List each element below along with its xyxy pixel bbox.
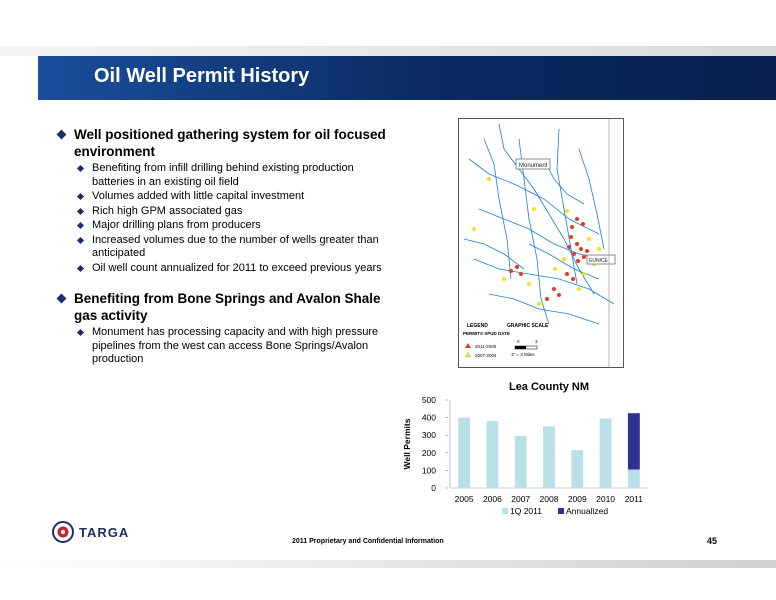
sub-bullet-text: Monument has processing capacity and with high pressure pipelines from the west can access Bone Springs/Avalon production — [92, 326, 379, 365]
sub-bullet-text: Rich high GPM associated gas — [92, 204, 243, 217]
map-scale-title: GRAPHIC SCALE — [507, 323, 549, 329]
sub-bullet-text: Benefiting from infill drilling behind existing production batteries in an existing oil field — [92, 162, 354, 188]
bar-1q-2011 — [600, 418, 612, 488]
legend-swatch-annualized — [558, 508, 564, 514]
diamond-bullet-icon — [77, 165, 84, 172]
sub-bullet-text: Increased volumes due to the number of wells greater than anticipated — [92, 233, 379, 259]
pipeline-map — [458, 118, 624, 368]
diamond-bullet-icon — [77, 193, 84, 200]
x-tick-label: 2010 — [596, 494, 616, 504]
x-tick-label: 2011 — [624, 494, 643, 504]
bar-annualized — [628, 413, 640, 469]
bar-1q-2011 — [543, 426, 555, 488]
y-tick-label: 500 — [421, 395, 436, 405]
bullet-2 — [56, 290, 396, 324]
map-label-eunice: EUNICE — [589, 258, 608, 264]
sub-bullet — [56, 262, 396, 276]
map-legend-item: 2011-2008 — [475, 344, 497, 349]
targa-logo — [52, 519, 144, 550]
sub-bullet-text: Major drilling plans from producers — [92, 219, 261, 231]
bar-1q-2011 — [571, 450, 583, 488]
diamond-bullet-icon — [57, 130, 67, 140]
sub-bullet — [56, 326, 396, 367]
legend-label: Annualized — [566, 506, 609, 516]
diamond-bullet-icon — [77, 236, 84, 243]
chart-title: Lea County NM — [508, 381, 590, 393]
y-tick-label: 300 — [421, 430, 436, 441]
legend-swatch-1q-2011 — [502, 508, 508, 514]
page-number: 45 — [707, 536, 718, 546]
sub-bullet — [56, 219, 396, 233]
legend-yellow-triangle-icon — [465, 352, 471, 357]
bar-1q-2011 — [458, 418, 470, 488]
diamond-bullet-icon — [77, 264, 84, 271]
x-tick-label: 2007 — [511, 494, 531, 504]
y-tick-label: 400 — [421, 412, 436, 423]
sub-bullet-text: Oil well count annualized for 2011 to exceed previous years — [92, 261, 382, 274]
diamond-bullet-icon — [77, 207, 84, 214]
permit-chart — [398, 378, 660, 526]
title-bar — [38, 56, 776, 100]
bar-1q-2011 — [628, 470, 640, 488]
bullet-1-text: Well positioned gathering system for oil focused environment — [74, 127, 386, 159]
diamond-bullet-icon — [77, 329, 84, 336]
header-top-strip — [0, 46, 776, 56]
sub-bullet — [56, 205, 396, 219]
sub-bullet-text: Volumes added with little capital investment — [92, 190, 305, 202]
y-tick-label: 0 — [431, 483, 436, 493]
y-tick-label: 100 — [421, 465, 436, 476]
map-label-monument: Monument — [519, 163, 548, 169]
slide-title: Oil Well Permit History — [94, 65, 310, 87]
x-tick-label: 2005 — [454, 494, 474, 504]
legend-red-triangle-icon — [465, 343, 471, 348]
x-tick-label: 2009 — [567, 494, 587, 504]
bullet-list — [56, 126, 396, 368]
sub-bullet — [56, 190, 396, 204]
sub-bullet — [56, 234, 396, 261]
map-legend-title: LEGEND — [467, 323, 488, 329]
permit-chart-svg — [398, 378, 660, 526]
map-scale-note: 1" = 3 Miles — [511, 352, 535, 357]
targa-logo-svg — [52, 519, 144, 545]
footer-bottom-strip — [0, 560, 776, 568]
bullet-1 — [56, 126, 396, 160]
diamond-bullet-icon — [57, 294, 67, 304]
map-scale-tick: 3 — [535, 339, 538, 344]
map-scale-tick: 0 — [517, 339, 520, 344]
map-legend-sub: PERMITS SPUD DATE — [463, 331, 510, 336]
scale-bar-fill — [515, 346, 526, 349]
bullet-2-text: Benefiting from Bone Springs and Avalon Shale gas activity — [74, 291, 381, 323]
logo-text: TARGA — [79, 525, 130, 540]
confidential-note: 2011 Proprietary and Confidential Information — [292, 538, 444, 545]
sub-bullet — [56, 162, 396, 189]
bar-1q-2011 — [515, 436, 527, 488]
x-tick-label: 2008 — [539, 494, 559, 504]
map-drawing — [459, 119, 624, 368]
diamond-bullet-icon — [77, 222, 84, 229]
chart-y-axis-label: Well Permits — [402, 418, 412, 470]
legend-label: 1Q 2011 — [510, 506, 542, 516]
bar-1q-2011 — [486, 421, 498, 488]
y-tick-label: 200 — [421, 447, 436, 458]
map-legend-item: 2007-2004 — [475, 353, 497, 358]
x-tick-label: 2006 — [482, 494, 502, 504]
